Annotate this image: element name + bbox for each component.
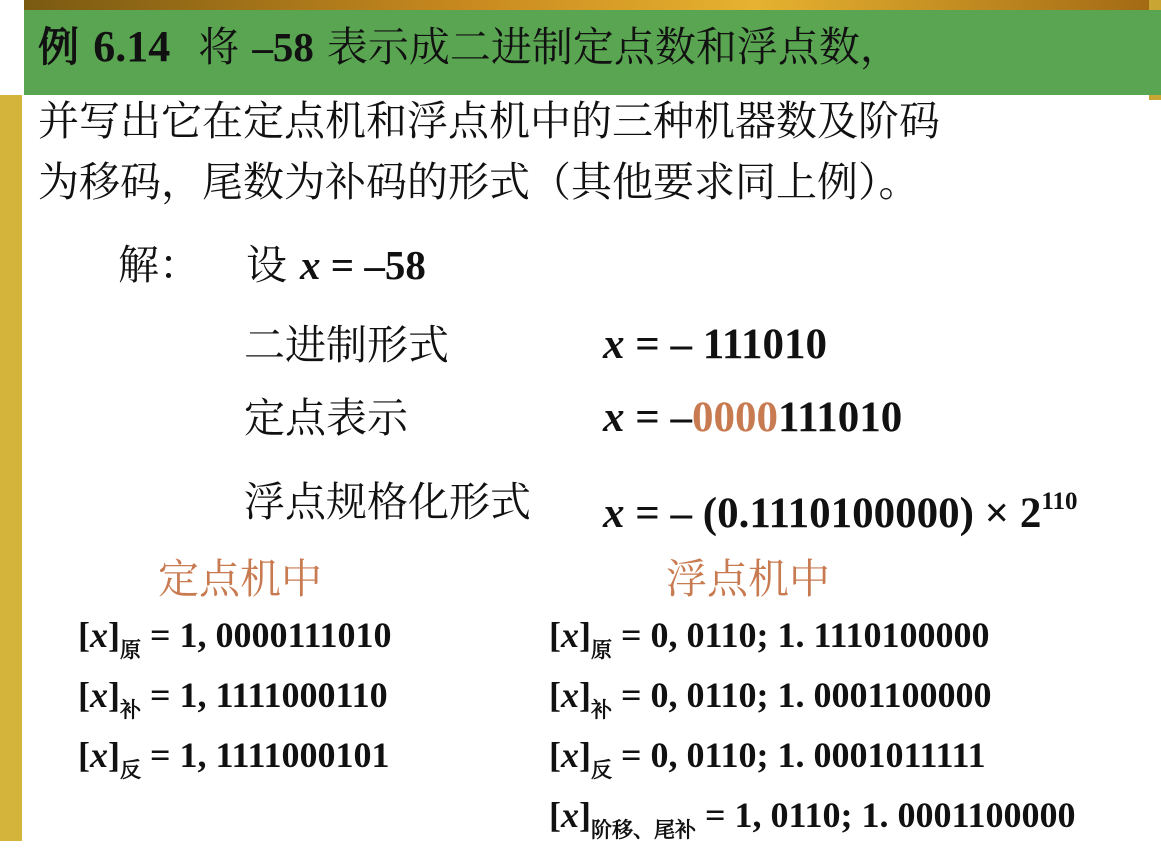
- fixed-original-code: $[x]_原 = 1$, 0000111010: [78, 615, 392, 662]
- float-biased-exponent-code: $[x]_{阶移、尾补} = 1$, 0110; 1. 0001100000: [549, 795, 1076, 842]
- exponent: 110: [1041, 488, 1078, 515]
- fixed-point-expression: x = –0000111010: [603, 394, 903, 441]
- problem-value: –58: [252, 24, 314, 70]
- solution-statement: 设 x = –58: [246, 241, 426, 289]
- float-complement-code: $[x]_补 = 0$, 0110; 1. 0001100000: [549, 675, 992, 722]
- example-title: [38, 22, 901, 72]
- example-label: 例 6.14: [38, 22, 171, 71]
- float-normalized-label: 浮点规格化形式: [244, 478, 531, 526]
- left-decoration: [0, 95, 22, 841]
- padding-zeros: 0000: [692, 394, 779, 441]
- fixed-ones-complement-code: $[x]_反 = 1$, 1111000101: [78, 735, 390, 782]
- fixed-point-label: 定点表示: [244, 394, 408, 442]
- problem-prefix: 将: [198, 23, 240, 71]
- float-original-code: $[x]_原 = 0$, 0110; 1. 1110100000: [549, 615, 990, 662]
- binary-form-label: 二进制形式: [244, 321, 449, 369]
- question-line: 并写出它在定点机和浮点机中的三种机器数及阶码: [38, 97, 940, 145]
- header-decoration: [24, 0, 1149, 10]
- float-normalized-expression: x = – $(0.1110100000) \times 2^{110}$: [603, 488, 1078, 537]
- float-ones-complement-code: $[x]_反 = 0$, 0110; 1. 0001011111: [549, 735, 986, 782]
- solution-label: 解：: [118, 241, 200, 289]
- fixed-complement-code: $[x]_补 = 1$, 1111000110: [78, 675, 388, 722]
- question-line: 为移码，尾数为补码的形式（其他要求同上例）。: [38, 158, 920, 206]
- float-point-machine-title: 浮点机中: [666, 555, 830, 603]
- binary-form-expression: x = – 111010: [603, 321, 828, 368]
- problem-suffix: 表示成二进制定点数和浮点数，: [326, 23, 901, 71]
- fixed-point-machine-title: 定点机中: [158, 555, 322, 603]
